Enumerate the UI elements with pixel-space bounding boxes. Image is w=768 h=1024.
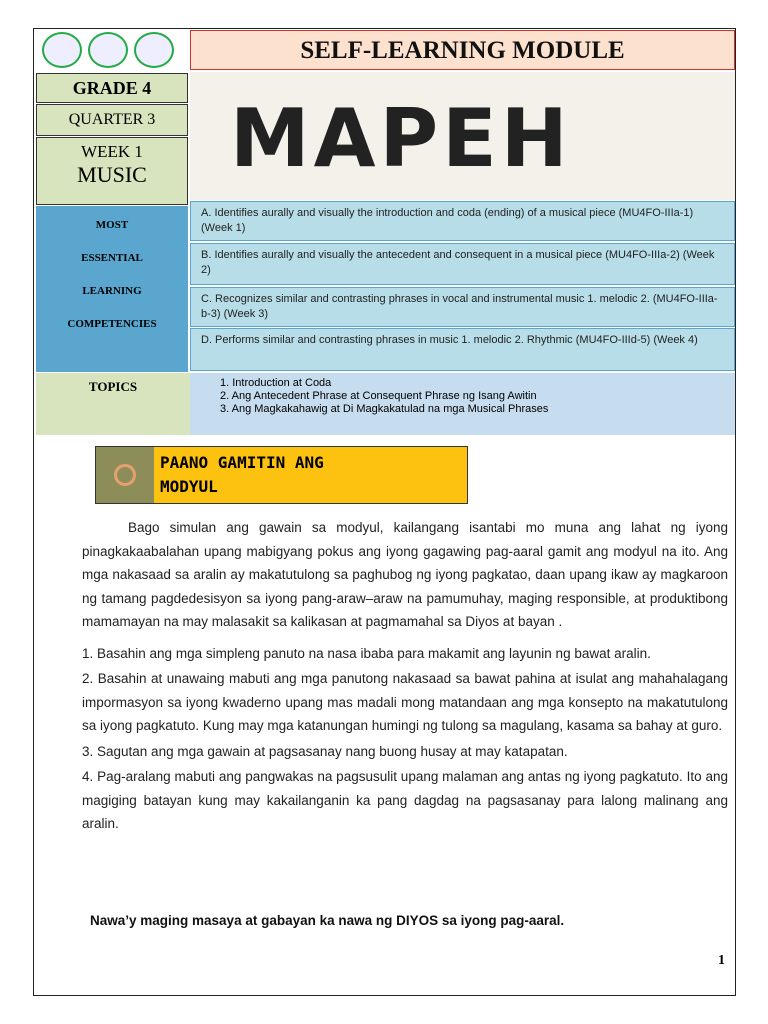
logos <box>36 30 190 70</box>
topic-item: 3. Ang Magkakahawig at Di Magkakatulad na mga Musical Phrases <box>220 403 549 415</box>
mec-line: COMPETENCIES <box>67 318 157 330</box>
competency-b: B. Identifies aurally and visually the antecedent and consequent in a musical piece (MU4FO-IIIa-2) (Week 2) <box>190 243 735 285</box>
step-1: 1. Basahin ang mga simpleng panuto na nasa ibaba para makamit ang layunin ng bawat aralin. <box>82 645 651 661</box>
grade-label: GRADE 4 <box>36 73 188 103</box>
step-2: 2. Basahin at unawaing mabuti ang mga panutong nakasaad sa bawat pahina at isulat ang mahahalagang impormasyon sa iyong kwaderno upang mas madali mong matandaan ang mga konsepto na makatutulong sa iyong pagkatuto. Kung may mga katanungan humingi ng tulong sa magulang, kasama sa bahay at guro. <box>82 671 728 733</box>
mapeh-text: MAPEH <box>230 92 572 185</box>
quarter-label: QUARTER 3 <box>36 104 188 136</box>
week-subject <box>36 137 188 205</box>
topic-item: 1. Introduction at Coda <box>220 377 332 389</box>
intro-paragraph: Bago simulan ang gawain sa modyul, kailangang isantabi mo muna ang lahat ng iyong pinagkakaabalahan upang mabigyang pokus ang iyong gagawing pag-aaral gamit ang modyul na ito. Ang mga nakasaad sa aralin ay makatutulong sa paghubog ng iyong pagkatao, daan upang ikaw ay magkaroon ng tamang pagdedesisyon sa iyong pang-araw–araw na pamumuhay, maging responsible, at produktibong mamamayan na may malasakit sa kalikasan at pagmamahal sa Diyos at bayan . <box>82 520 728 629</box>
competency-a: A. Identifies aurally and visually the introduction and coda (ending) of a musical piece (MU4FO-IIIa-1) (Week 1) <box>190 201 735 241</box>
page-number: 1 <box>718 953 725 968</box>
paano-line: MODYUL <box>160 477 218 496</box>
topics-list <box>190 373 735 435</box>
competency-c: C. Recognizes similar and contrasting phrases in vocal and instrumental music 1. melodic 2. (MU4FO-IIIa-b-3) (Week 3) <box>190 287 735 327</box>
mapeh-art <box>190 72 735 200</box>
week-label: WEEK 1 <box>81 142 143 161</box>
mec-label <box>36 206 188 372</box>
mec-line: ESSENTIAL <box>81 252 143 264</box>
division-seal-icon <box>88 32 128 68</box>
mec-line: MOST <box>95 219 129 231</box>
paano-line: PAANO GAMITIN ANG <box>160 453 324 472</box>
page-title: SELF-LEARNING MODULE <box>190 30 735 70</box>
cad-logo-icon <box>134 32 174 68</box>
user-icon <box>96 447 154 503</box>
subject-label: MUSIC <box>77 162 147 187</box>
topics-label: TOPICS <box>36 373 190 435</box>
paano-title <box>154 447 467 503</box>
mec-line: LEARNING <box>82 285 142 297</box>
step-3: 3. Sagutan ang mga gawain at pagsasanay nang buong husay at may katapatan. <box>82 743 568 759</box>
deped-seal-icon <box>42 32 82 68</box>
paano-header <box>95 446 468 504</box>
step-4: 4. Pag-aralang mabuti ang pangwakas na pagsusulit upang malaman ang antas ng iyong pagkatuto. Ito ang magiging batayan kung may kakailanganin ka pang dagdag na pagsasanay para lalong malinang ang aralin. <box>82 769 728 831</box>
instructions <box>82 516 728 838</box>
topic-item: 2. Ang Antecedent Phrase at Consequent Phrase ng Isang Awitin <box>220 390 537 402</box>
closing-line: Nawa’y maging masaya at gabayan ka nawa ng DIYOS sa iyong pag-aaral. <box>90 913 565 928</box>
competency-d: D. Performs similar and contrasting phrases in music 1. melodic 2. Rhythmic (MU4FO-IIId-5) (Week 4) <box>190 328 735 371</box>
